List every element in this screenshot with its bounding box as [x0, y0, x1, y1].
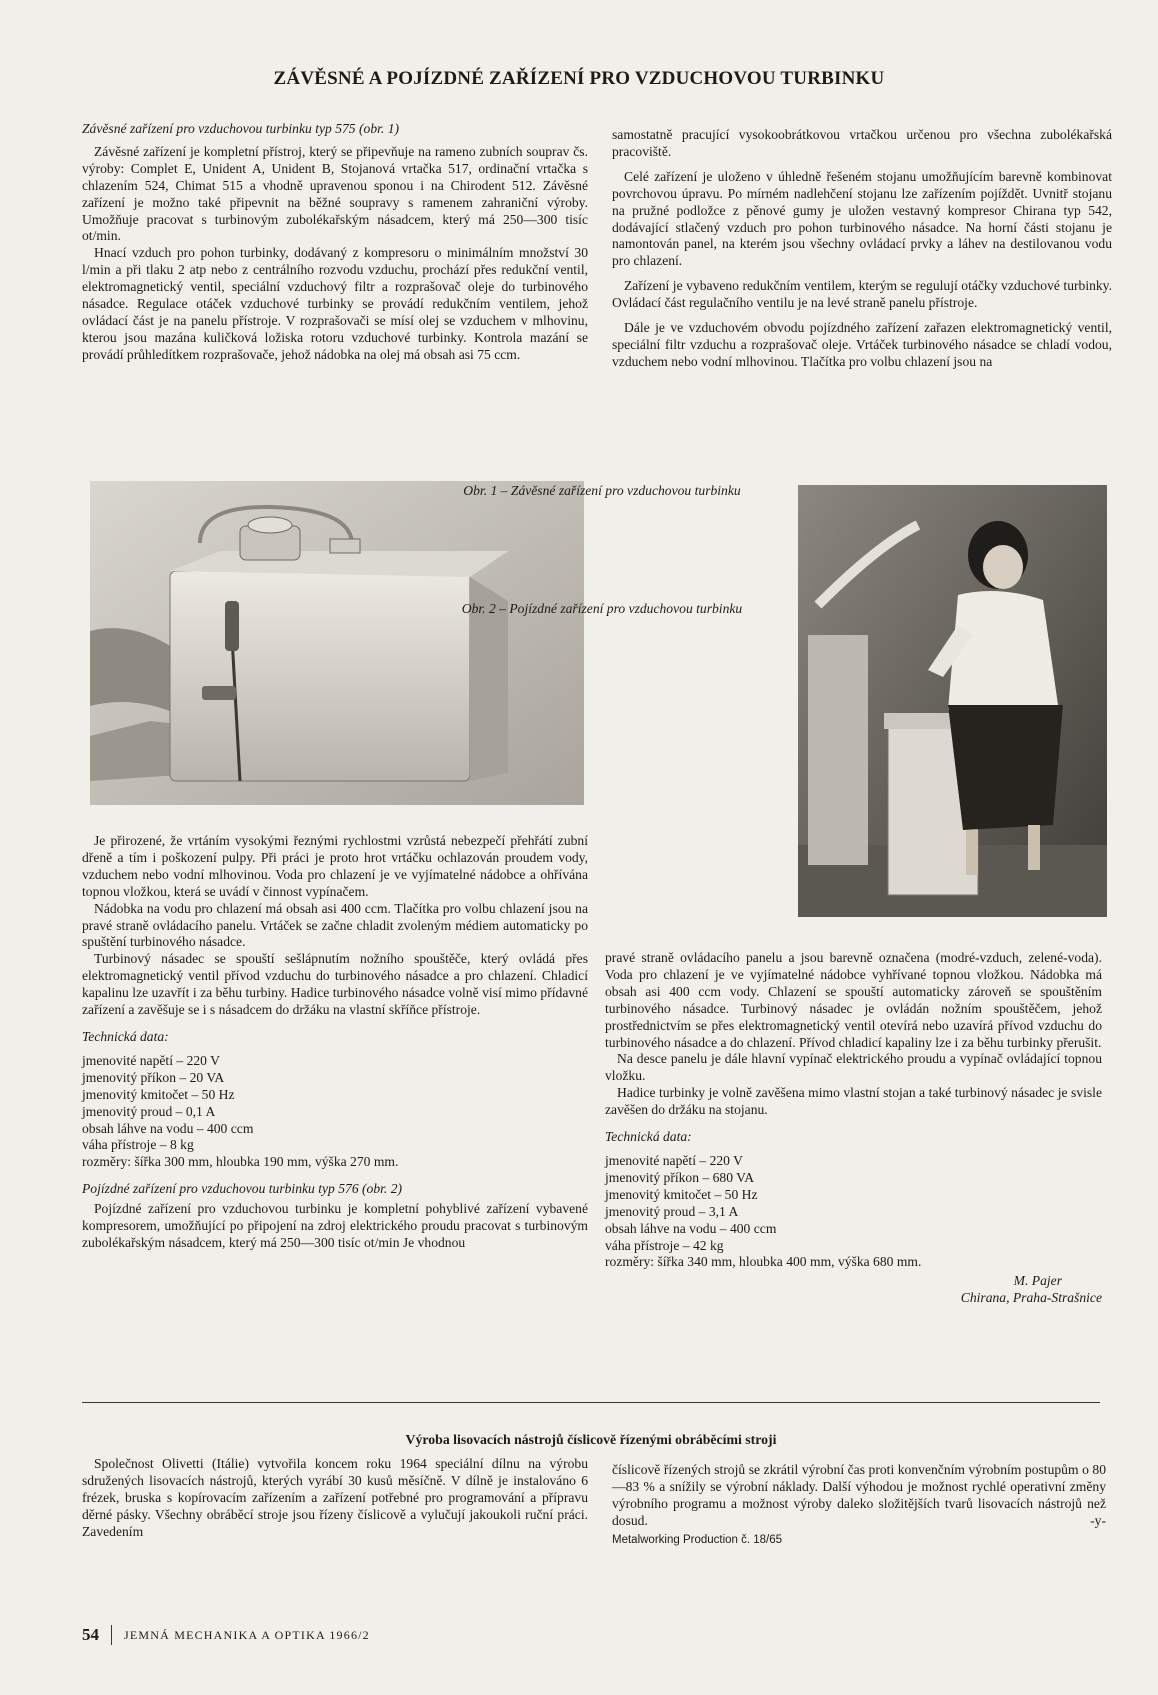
- mobile-unit-illustration: [798, 485, 1107, 917]
- paragraph: Turbinový násadec se spouští sešlápnutím nožního spouštěče, který ovládá přes elektromagnetický ventil přívod vzduchu do turbinového násadce a pro chlazení. Chladicí kapalinu lze uzavřít i za běhu turbiny. Hadice turbinového násadce volně visí mimo přídavné zařízení a zavěšuje se i s násadcem do držáku na vlastní skříňce přístroje.: [82, 951, 588, 1018]
- tech-data-item: jmenovité napětí – 220 V: [605, 1152, 743, 1168]
- paragraph: Nádobka na vodu pro chlazení má obsah asi 400 ccm. Tlačítka pro volbu chlazení jsou na pravé straně ovládacího panelu. Vrtáček se začne chladit zvoleným médiem automaticky po spuštění turbinového násadce.: [82, 900, 588, 950]
- tech-data-item: jmenovitý proud – 0,1 A: [82, 1103, 216, 1119]
- tech-data-item: jmenovitý proud – 3,1 A: [605, 1203, 739, 1219]
- tech-data-heading: Technická data:: [82, 1028, 169, 1044]
- tech-data-item: rozměry: šířka 300 mm, hloubka 190 mm, výška 270 mm.: [82, 1154, 399, 1170]
- journal-name: JEMNÁ MECHANIKA A OPTIKA 1966/2: [124, 1627, 370, 1642]
- tech-data-item: rozměry: šířka 340 mm, hloubka 400 mm, výška 680 mm.: [605, 1254, 922, 1270]
- tech-data-item: jmenovitý kmitočet – 50 Hz: [82, 1086, 235, 1102]
- tech-data-item: jmenovitý příkon – 20 VA: [82, 1069, 225, 1085]
- article2-left-column: [82, 1456, 588, 1541]
- figure-2-caption: Obr. 2 – Pojízdné zařízení pro vzduchovou turbinku: [461, 601, 743, 616]
- article-title: ZÁVĚSNÉ A POJÍZDNÉ ZAŘÍZENÍ PRO VZDUCHOVOU TURBINKU: [273, 68, 885, 89]
- tech-data-item: jmenovitý příkon – 680 VA: [605, 1169, 755, 1185]
- paragraph: Je přirozené, že vrtáním vysokými řeznými rychlostmi vzrůstá nebezpečí přehřátí zubní dřeně a tím i poškození pulpy. Při práci je proto hrot vrtáčku ochlazován proudem vody, vzduchem nebo vodní mlhovinou. Voda pro chlazení je ve vyjímatelné nádobce a ohřívána topnou vložkou, která se uvádí v činnost vypínačem.: [82, 833, 588, 899]
- paragraph: Na desce panelu je dále hlavní vypínač elektrického proudu a vypínač ovládající topnou vložku.: [605, 1051, 1102, 1084]
- tech-data-item: jmenovité napětí – 220 V: [82, 1052, 220, 1068]
- paragraph: Závěsné zařízení je kompletní přístroj, který se připevňuje na rameno zubních souprav čs. výroby: Complet E, Unident A, Unident B, Stojanová vrtačka 517, ordinační vrtačka s chlazením 524, Chimat 515 a vhodně upravenou sponou i na Chirodent 512. Závěsné zařízení je možno také připevnit na běžné soupravy s ramenem zahraniční výroby. Umožňuje pracovat s turbinovým zubolékařským násadcem, který má 250—300 tisíc ot/min.: [82, 143, 588, 244]
- right-column-upper: [612, 127, 1112, 371]
- section-divider: [82, 1402, 1100, 1403]
- author-affiliation: Chirana, Praha-Strašnice: [960, 1290, 1102, 1306]
- paragraph: Pojízdné zařízení pro vzduchovou turbinku je kompletní pohyblivé zařízení vybavené kompresorem, umožňující po připojení na zdroj elektrického proudu pracovat s turbinovým zubolékařským násadcem, který má 250—300 tisíc ot/min Je vhodnou: [82, 1201, 588, 1250]
- paragraph: Zařízení je vybaveno redukčním ventilem, kterým se regulují otáčky vzduchové turbinky. Ovládací část regulačního ventilu je na levé straně panelu přístroje.: [612, 278, 1112, 311]
- tech-data-item: obsah láhve na vodu – 400 ccm: [605, 1220, 777, 1236]
- left-column-upper: [82, 121, 588, 364]
- paragraph: číslicově řízených strojů se zkrátil výrobní čas proti konvenčním výrobním postupům o 80—83 % a snížily se výrobní náklady. Další výhodou je možnost rychlé operativní změny výrobního programu a možnost výroby daleko složitějších tvarů lisovacích nástrojů než dosud.: [612, 1462, 1106, 1528]
- tech-data-item: váha přístroje – 42 kg: [605, 1237, 724, 1253]
- paragraph: Hnací vzduch pro pohon turbinky, dodávaný z kompresoru o minimálním množství 30 l/min a při tlaku 2 atp nebo z centrálního rozvodu vzduchu, prochází přes redukční ventil, elektromagnetický ventil, speciální vzduchový filtr a rozprašovač oleje do turbinového násadce. Regulace otáček vzduchové turbinky se provádí redukčním ventilem, jehož ovládací část je na panelu přístroje. V rozprašovači se mísí olej se vzduchem v mlhovinu, kterou jsou mazána kuličková ložiska rotoru vzduchové turbinky. Kontrola mazání se provádí průhledítkem rozprašovače, jehož nádobka na olej má obsah asi 75 ccm.: [82, 245, 588, 362]
- subheading-type-576: Pojízdné zařízení pro vzduchovou turbinku typ 576 (obr. 2): [82, 1181, 403, 1197]
- author: M. Pajer: [1013, 1273, 1062, 1289]
- paragraph: Hadice turbinky je volně zavěšena mimo vlastní stojan a také turbinový násadec je svisle zavěšen do držáku na stojanu.: [605, 1085, 1102, 1118]
- paragraph: pravé straně ovládacího panelu a jsou barevně označena (modré-vzduch, zelené-voda). Voda pro chlazení je ve vyjímatelné nádobce vyhřívané topnou vložkou. Nádobka má obsah asi 400 ccm vody. Chlazení se spouští automaticky zároveň se spouštěním turbinového násadce. Turbinový násadec je ovládán nožním spouštěčem, jehož prostřednictvím se přes elektromagnetický ventil otevírá nebo uzavírá přívod vzduchu do turbinového násadce a do chlazení. Přívod chladicí kapaliny lze i za běhu turbinky přerušit.: [605, 950, 1102, 1050]
- figure-2-photo: [798, 485, 1107, 917]
- figure-1-photo: [90, 481, 584, 805]
- article2-right-column: [612, 1462, 1106, 1548]
- right-column-lower: [605, 950, 1102, 1307]
- tech-data-item: obsah láhve na vodu – 400 ccm: [82, 1120, 254, 1136]
- footer-divider: [111, 1625, 112, 1645]
- page-number: 54: [82, 1625, 99, 1644]
- tech-data-list: [605, 1153, 1102, 1271]
- article2-title: Výroba lisovacích nástrojů číslicově řízenými obráběcími stroji: [405, 1432, 777, 1447]
- paragraph: Dále je ve vzduchovém obvodu pojízdného zařízení zařazen elektromagnetický ventil, speciální filtr vzduchu a rozprašovač oleje. Vrtáček turbinového násadce se chladí vodou, vzduchem nebo vodní mlhovinou. Tlačítka pro volbu chlazení jsou na: [612, 320, 1112, 369]
- article2-signature: -y-: [1090, 1512, 1106, 1528]
- tech-data-heading: Technická data:: [605, 1129, 692, 1145]
- tech-data-item: jmenovitý kmitočet – 50 Hz: [605, 1186, 758, 1202]
- tech-data-item: váha přístroje – 8 kg: [82, 1137, 194, 1153]
- paragraph: Společnost Olivetti (Itálie) vytvořila koncem roku 1964 speciální dílnu na výrobu sdružených lisovacích nástrojů, kterých vyrábí 30 kusů měsíčně. V dílně je instalováno 6 frézek, bruska s kopírovacím zařízením a zařízení potřebné pro programování a přípravu děrné pásky. Všechny obráběcí stroje jsou řízeny číslicově a vylučují jakoukoli ruční práci. Zavedením: [82, 1456, 588, 1539]
- article2-source: Metalworking Production č. 18/65: [612, 1533, 783, 1546]
- suspended-device-illustration: [90, 481, 584, 805]
- paragraph: Celé zařízení je uloženo v úhledně řešeném stojanu umožňujícím barevně kombinovat povrchovou úpravu. Po mírném nadlehčení stojanu lze zařízením pojíždět. Uvnitř stojanu na pružné podložce z pěnové gumy je uložen vestavný kompresor Chirana typ 542, dodávající stlačený vzduch pro pohon turbinového násadce. Na horní části stojanu je namontován panel, na kterém jsou všechny ovládací prvky a láhev na destilovanou vodu pro chlazení.: [612, 168, 1112, 269]
- left-column-lower: [82, 833, 588, 1252]
- article2-signoff: [612, 1512, 1106, 1548]
- figure-1-caption: Obr. 1 – Závěsné zařízení pro vzduchovou turbinku: [463, 483, 741, 498]
- page-footer: [82, 1623, 370, 1647]
- subheading-type-575: Závěsné zařízení pro vzduchovou turbinku typ 575 (obr. 1): [82, 121, 400, 136]
- tech-data-list: [82, 1053, 588, 1171]
- paragraph: samostatně pracující vysokoobrátkovou vrtačkou určenou pro všechna zubolékařská pracoviště.: [612, 127, 1112, 159]
